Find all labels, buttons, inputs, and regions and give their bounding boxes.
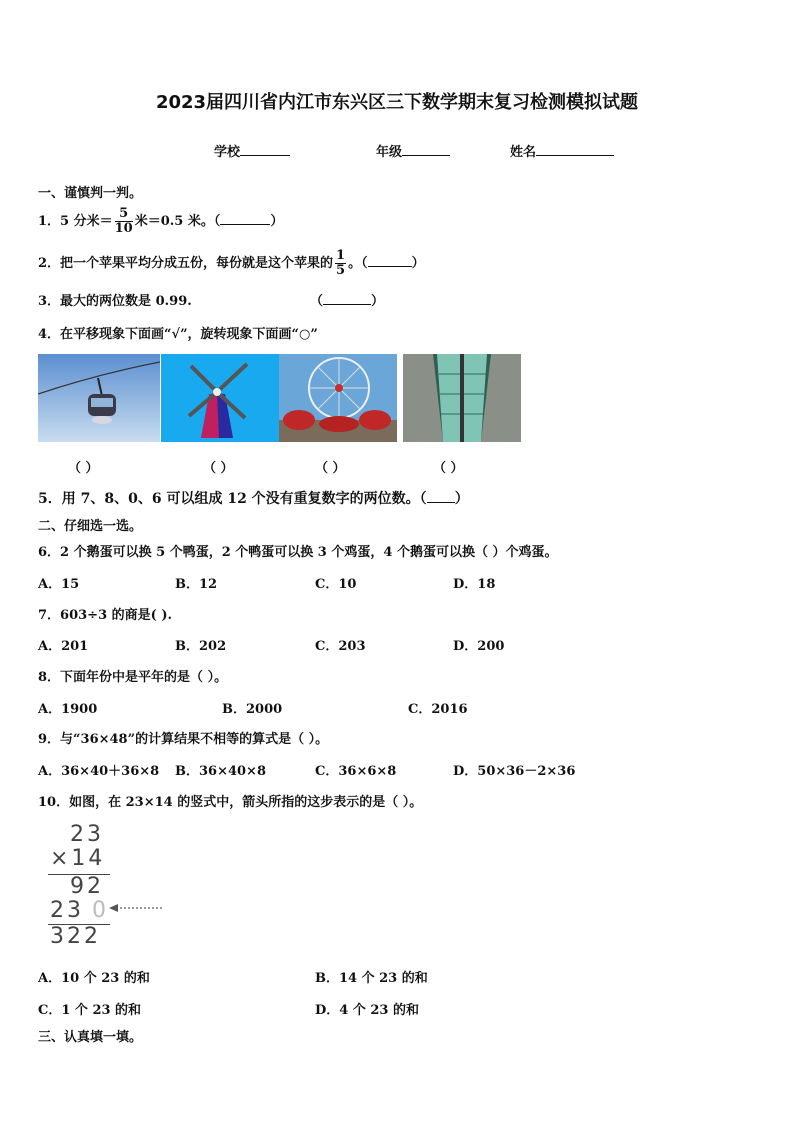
answer-blank[interactable] [368,254,412,267]
page-title: 2023届四川省内江市东兴区三下数学期末复习检测模拟试题 [155,92,639,113]
school-field[interactable] [214,141,290,160]
question-9: 9．与“36×48”的计算结果不相等的算式是（ ）。 [38,732,329,747]
q6-option-c[interactable]: C．10 [315,577,357,592]
answer-paren-2[interactable]: （ ） [203,461,234,476]
fraction-numerator: 5 [115,207,133,222]
section-heading-3: 三、认真填一填。 [38,1030,143,1045]
cable-car-image [38,354,160,442]
section-heading-2: 二、仔细选一选。 [38,519,143,534]
answer-paren-1[interactable]: （ ） [68,461,99,476]
windmill-image [161,354,279,442]
grade-field[interactable] [376,141,450,160]
q7-option-d[interactable]: D．200 [453,639,505,654]
q7-option-a[interactable]: A．201 [38,639,89,654]
q8-option-a[interactable]: A．1900 [38,702,98,717]
answer-paren[interactable]: （ ） [310,294,385,309]
q6-option-b[interactable]: B．12 [175,577,218,592]
q6-option-d[interactable]: D．18 [453,577,496,592]
placeholder-zero: 0 [92,898,109,923]
q7-option-b[interactable]: B．202 [175,639,227,654]
q7-option-c[interactable]: C．203 [315,639,366,654]
q8-option-c[interactable]: C．2016 [408,702,468,717]
question-5: 5．用 7、8、0、6 可以组成 12 个没有重复数字的两位数。（ ） [38,491,469,507]
question-6: 6．2 个鹅蛋可以换 5 个鸭蛋，2 个鸭蛋可以换 3 个鸡蛋，4 个鹅蛋可以换（ ）个鸡蛋。 [38,545,558,560]
name-label: 姓名 [510,145,537,160]
question-10: 10．如图，在 23×14 的竖式中，箭头所指的这步表示的是（ ）。 [38,795,423,810]
name-field[interactable] [510,141,614,160]
question-4: 4．在平移现象下面画“√”，旋转现象下面画“○” [38,327,318,342]
answer-paren-3[interactable]: （ ） [315,461,346,476]
answer-blank[interactable] [220,212,270,225]
q10-option-b[interactable]: B．14 个 23 的和 [315,971,428,986]
question-7: 7．603÷3 的商是( ). [38,608,172,623]
q6-option-a[interactable]: A．15 [38,577,80,592]
q9-option-c[interactable]: C．36×6×8 [315,764,397,779]
school-label: 学校 [214,145,241,160]
question-3: 3．最大的两位数是 0.99. [38,294,192,309]
question-2: 2．把一个苹果平均分成五份，每份就是这个苹果的 $\frac{1}{5}$ 。（ ） [38,248,425,278]
q9-option-a[interactable]: A．36×40＋36×8 [38,764,160,779]
answer-paren-4[interactable]: （ ） [433,461,464,476]
answer-blank[interactable] [427,490,455,503]
question-1: 1．5 分米＝ $\frac{5}{10}$ 米＝0.5 米。（ ） [38,206,284,236]
question-8: 8．下面年份中是平年的是（ ）。 [38,670,228,685]
q9-option-b[interactable]: B．36×40×8 [175,764,267,779]
q10-option-c[interactable]: C．1 个 23 的和 [38,1003,142,1018]
q8-option-b[interactable]: B．2000 [222,702,283,717]
ferris-wheel-image [279,354,397,442]
section-heading-1: 一、谨慎判一判。 [38,186,143,201]
q10-option-d[interactable]: D．4 个 23 的和 [315,1003,419,1018]
q10-option-a[interactable]: A．10 个 23 的和 [38,971,150,986]
arrow-left-icon [108,900,164,916]
grade-label: 年级 [376,145,403,160]
vertical-multiplication: 23 ×14 92 23 0 322 [46,820,166,950]
escalator-image [403,354,521,442]
fraction-denominator: 10 [114,221,133,236]
q9-option-d[interactable]: D．50×36－2×36 [453,764,576,779]
